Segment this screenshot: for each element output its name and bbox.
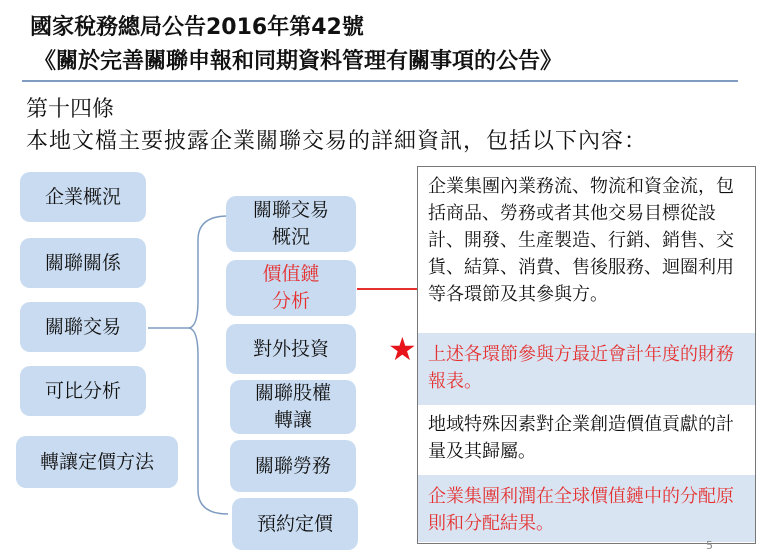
left-item-comparability-analysis: 可比分析 [20, 366, 146, 416]
middle-item-advance-pricing: 預約定價 [232, 498, 358, 550]
bracket-connector [140, 200, 240, 530]
middle-item-related-services: 關聯勞務 [230, 440, 356, 492]
page-number: 5 [706, 539, 713, 552]
left-item-related-relationship: 關聯關係 [20, 238, 146, 288]
detail-profit-allocation: 企業集團利潤在全球價值鏈中的分配原則和分配結果。 [418, 475, 755, 542]
middle-item-outbound-investment: 對外投資 [226, 324, 356, 374]
left-item-company-overview: 企業概況 [20, 172, 146, 222]
article-number: 第十四條 [26, 97, 115, 122]
intro-text: 本地文檔主要披露企業關聯交易的詳細資訊，包括以下內容： [26, 129, 648, 154]
detail-business-flow: 企業集團內業務流、物流和資金流，包括商品、勞務或者其他交易目標從設計、開發、生產製造、行銷、銷售、交貨、結算、消費、售後服務、迴圈利用等各環節及其參與方。 [428, 176, 734, 305]
red-star-icon: ★ [388, 330, 417, 368]
detail-location-factors: 地域特殊因素對企業創造價值貢獻的計量及其歸屬。 [428, 414, 734, 462]
title-divider [22, 80, 738, 82]
middle-item-value-chain-analysis: 價值鏈 分析 [226, 260, 356, 316]
page-title: 國家稅務總局公告2016年第42號 [30, 15, 364, 40]
page-subtitle: 《關於完善關聯申報和同期資料管理有關事項的公告》 [34, 49, 563, 74]
left-item-transfer-pricing-method: 轉讓定價方法 [16, 436, 178, 488]
left-item-related-transactions: 關聯交易 [20, 302, 146, 352]
detail-panel [417, 166, 756, 544]
middle-item-equity-transfer: 關聯股權 轉讓 [230, 380, 356, 434]
value-chain-connector [357, 288, 417, 290]
middle-item-related-transaction-overview: 關聯交易 概況 [226, 196, 356, 252]
detail-financial-statements: 上述各環節參與方最近會計年度的財務報表。 [418, 333, 755, 405]
